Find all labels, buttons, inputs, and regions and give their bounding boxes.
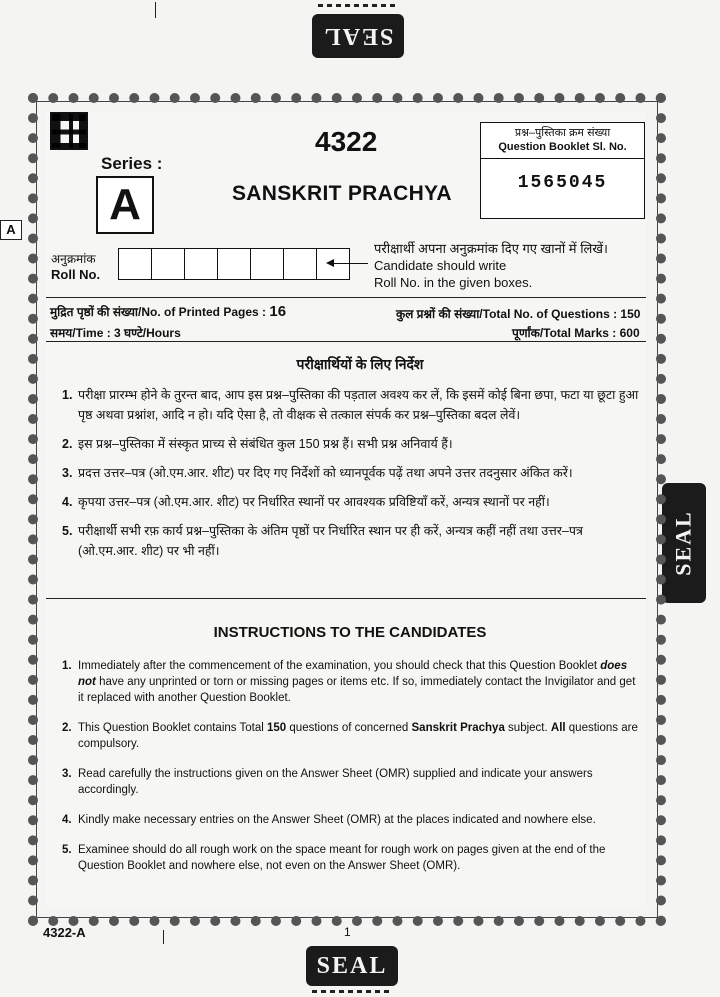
hindi-instructions [62, 385, 642, 570]
roll-digit-box[interactable] [119, 249, 152, 279]
printed-pages-label: मुद्रित पृष्ठों की संख्या/No. of Printed Pages : [50, 305, 267, 319]
total-questions: कुल प्रश्नों की संख्या/Total No. of Questions : 150 [396, 307, 641, 321]
roll-note-en-1: Candidate should write [374, 258, 507, 273]
roll-label-en: Roll No. [51, 267, 101, 282]
english-instructions-title: INSTRUCTIONS TO THE CANDIDATES [213, 624, 487, 641]
item-number: 1. [62, 660, 72, 672]
booklet-number: 1565045 [517, 173, 608, 193]
roll-number-boxes [118, 248, 350, 280]
list-item [62, 492, 642, 512]
item-text: कृपया उत्तर–पत्र (ओ.एम.आर. शीट) पर निर्धारित स्थानों पर आवश्यक प्रविष्टियाँ करें, अन्यत्र स्थानों पर नहीं। [78, 495, 550, 509]
divider [46, 297, 646, 298]
item-number: 2. [62, 437, 73, 451]
series-value: A [96, 176, 154, 234]
item-number: 4. [62, 814, 72, 826]
divider [46, 598, 646, 599]
seal-top: SEAL [312, 14, 404, 58]
list-item [62, 521, 642, 561]
margin-mark [163, 930, 164, 944]
list-item [62, 385, 642, 425]
item-number: 2. [62, 722, 72, 734]
seal-tape-top [318, 4, 398, 7]
list-item [62, 720, 640, 752]
item-text: प्रदत्त उत्तर–पत्र (ओ.एम.आर. शीट) पर दिए गए निर्देशों को ध्यानपूर्वक पढ़ें तथा अपने उत्तर तदनुसार अंकित करें। [78, 466, 573, 480]
printed-pages [50, 303, 286, 320]
item-text: Kindly make necessary entries on the Answer Sheet (OMR) at the places indicated and nowhere else. [78, 814, 596, 826]
roll-digit-box[interactable] [185, 249, 218, 279]
footer-code: 4322-A [43, 925, 86, 940]
item-number: 1. [62, 388, 73, 402]
total-marks: पूर्णांक/Total Marks : 600 [512, 326, 640, 340]
roll-note-hi: परीक्षार्थी अपना अनुक्रमांक दिए गए खानों में लिखें। [374, 241, 608, 256]
printed-pages-value: 16 [269, 303, 287, 320]
booklet-number-box [480, 122, 645, 219]
booklet-label-hi: प्रश्न–पुस्तिका क्रम संख्या [514, 127, 611, 139]
roll-label-hi: अनुक्रमांक [51, 252, 96, 266]
item-number: 5. [62, 844, 72, 856]
subject-title: SANSKRIT PRACHYA [232, 182, 452, 205]
booklet-label-en: Question Booklet Sl. No. [498, 141, 627, 153]
item-number: 5. [62, 524, 73, 538]
item-number: 4. [62, 495, 73, 509]
item-text: Immediately after the commencement of the examination, you should check that this Question Booklet does not have any unprinted or torn or missing pages or items etc. If so, immediately contact the Invigilator and get it replaced with another Question Booklet. [78, 660, 636, 704]
list-item [62, 766, 640, 798]
list-item [62, 842, 640, 874]
arrow-icon [328, 263, 368, 264]
roll-label [51, 252, 100, 282]
time-allowed: समय/Time : 3 घण्टे/Hours [50, 326, 181, 340]
list-item [62, 812, 640, 828]
roll-digit-box[interactable] [284, 249, 317, 279]
paper-code: 4322 [315, 126, 378, 157]
english-instructions [62, 658, 640, 888]
hindi-instructions-title: परीक्षार्थियों के लिए निर्देश [296, 356, 424, 372]
list-item [62, 434, 642, 454]
item-text: इस प्रश्न–पुस्तिका में संस्कृत प्राच्य से संबंधित कुल 150 प्रश्न हैं। सभी प्रश्न अनिवार्य हैं। [78, 437, 453, 451]
seal-right: SEAL [662, 483, 706, 603]
roll-note-en-2: Roll No. in the given boxes. [374, 275, 533, 290]
page-number: 1 [344, 925, 351, 939]
roll-digit-box[interactable] [218, 249, 251, 279]
booklet-number-header [481, 123, 644, 159]
item-number: 3. [62, 466, 73, 480]
roll-digit-box[interactable] [251, 249, 284, 279]
list-item [62, 658, 640, 706]
roll-note [374, 240, 608, 291]
item-text: परीक्षार्थी सभी रफ़ कार्य प्रश्न–पुस्तिका के अंतिम पृष्ठों पर निर्धारित स्थान पर ही करें, अन्यत्र कहीं नहीं तथा उत्तर–पत्र (ओ.एम.आर. शीट) पर भी नहीं। [78, 524, 583, 558]
series-label: Series : [101, 154, 163, 173]
item-text: परीक्षा प्रारम्भ होने के तुरन्त बाद, आप इस प्रश्न–पुस्तिका की पड़ताल अवश्य कर लें, कि इसमें कोई बिना छपा, फटा या छूटा हुआ पृष्ठ अथवा प्रश्नांश, आदि न हो। यदि ऐसा है, तो वीक्षक से तत्काल संपर्क कर प्रश्न–पुस्तिका बदल लेवें। [78, 388, 639, 422]
item-text: Read carefully the instructions given on the Answer Sheet (OMR) supplied and indicate your answers accordingly. [78, 768, 593, 796]
seal-bottom: SEAL [306, 946, 398, 986]
list-item [62, 463, 642, 483]
margin-mark [155, 2, 156, 18]
item-text: Examinee should do all rough work on the space meant for rough work on pages given at the end of the Question Booklet and nowhere else, not even on the Answer Sheet (OMR). [78, 844, 606, 872]
item-number: 3. [62, 768, 72, 780]
item-text: This Question Booklet contains Total 150 questions of concerned Sanskrit Prachya subject. All questions are compulsory. [78, 722, 638, 750]
qr-code [50, 112, 88, 150]
divider [46, 341, 646, 342]
seal-tape-bottom [312, 990, 392, 993]
roll-digit-box[interactable] [152, 249, 185, 279]
series-side-tag: A [0, 220, 22, 240]
